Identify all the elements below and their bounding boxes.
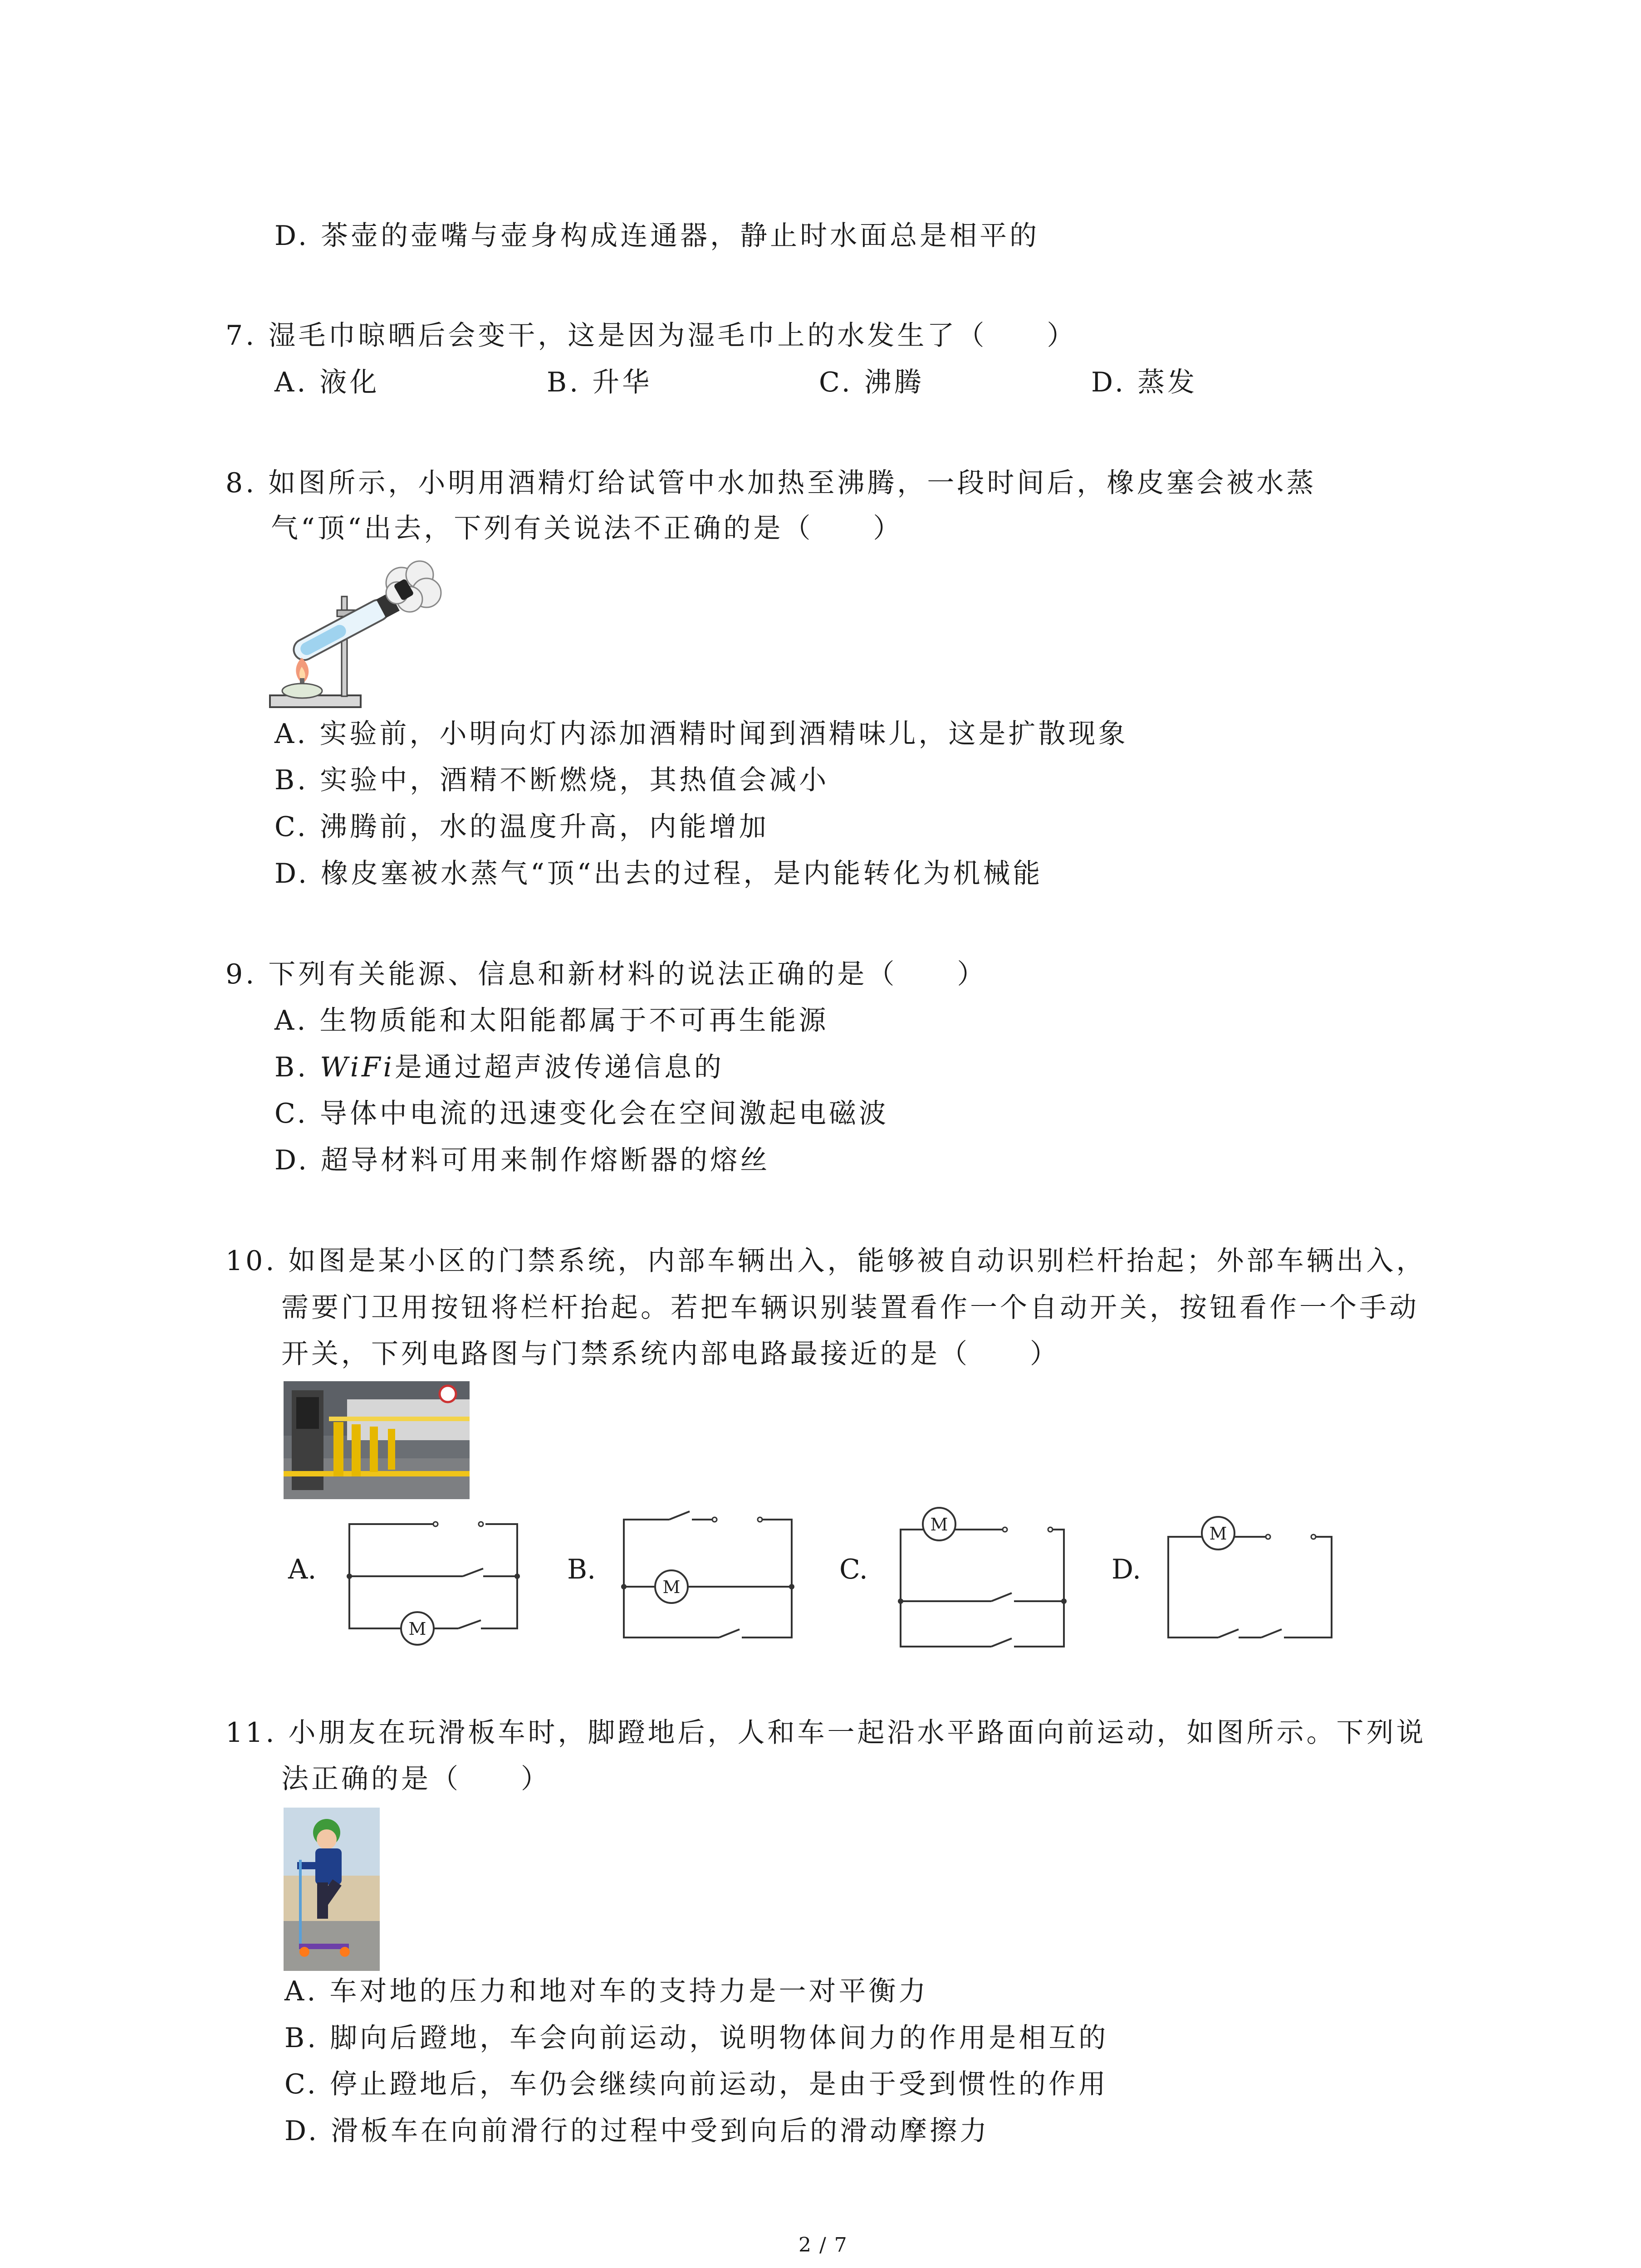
- q9-option-b-prefix: B.: [274, 1051, 320, 1083]
- q7-option-a: A. 液化: [274, 367, 380, 398]
- q9-stem: 9. 下列有关能源、信息和新材料的说法正确的是（ ）: [225, 958, 987, 990]
- q9-option-d: D. 超导材料可用来制作熔断器的熔丝: [274, 1144, 770, 1176]
- circuit-a-motor-label: M: [408, 1619, 426, 1639]
- circuit-diagram-d: [1164, 1515, 1345, 1651]
- q10-stem-line2: 需要门卫用按钮将栏杆抬起。若把车辆识别装置看作一个自动开关，按钮看作一个手动: [281, 1292, 1419, 1324]
- q10-option-c-label: C.: [839, 1554, 868, 1585]
- circuit-diagram-a: [345, 1515, 526, 1651]
- q7-stem: 7. 湿毛巾晾晒后会变干，这是因为湿毛巾上的水发生了（ ）: [225, 320, 1077, 352]
- circuit-d-motor-label: M: [1209, 1524, 1227, 1544]
- circuit-diagram-c: [896, 1506, 1078, 1656]
- q8-option-b: B. 实验中，酒精不断燃烧，其热值会减小: [274, 764, 829, 796]
- q8-stem-line2: 气“顶“出去，下列有关说法不正确的是（ ）: [271, 513, 903, 544]
- circuit-diagram-b: [619, 1510, 801, 1647]
- q8-option-d: D. 橡皮塞被水蒸气“顶“出去的过程，是内能转化为机械能: [274, 858, 1043, 890]
- page-number: 2 / 7: [798, 2234, 848, 2257]
- q10-stem-line1: 10. 如图是某小区的门禁系统，内部车辆出入，能够被自动识别栏杆抬起；外部车辆出入，: [225, 1245, 1426, 1277]
- q7-option-d: D. 蒸发: [1091, 367, 1198, 398]
- q7-option-c: C. 沸腾: [819, 367, 924, 398]
- circuit-c-motor-label: M: [930, 1515, 948, 1535]
- q8-option-c: C. 沸腾前，水的温度升高，内能增加: [274, 811, 769, 843]
- q10-option-b-label: B.: [567, 1554, 596, 1585]
- circuit-b-motor-label: M: [662, 1577, 681, 1597]
- q11-option-d: D. 滑板车在向前滑行的过程中受到向后的滑动摩擦力: [284, 2115, 990, 2147]
- q9-option-a: A. 生物质能和太阳能都属于不可再生能源: [274, 1005, 829, 1036]
- q11-option-a: A. 车对地的压力和地对车的支持力是一对平衡力: [284, 1975, 929, 2007]
- q10-option-a-label: A.: [288, 1554, 317, 1585]
- q11-option-b: B. 脚向后蹬地，车会向前运动，说明物体间力的作用是相互的: [284, 2022, 1109, 2054]
- q11-stem-line1: 11. 小朋友在玩滑板车时，脚蹬地后，人和车一起沿水平路面向前运动，如图所示。下列说: [225, 1717, 1426, 1749]
- q7-option-b: B. 升华: [547, 367, 652, 398]
- q9-option-c: C. 导体中电流的迅速变化会在空间激起电磁波: [274, 1098, 889, 1129]
- q9-option-b: [274, 1049, 724, 1085]
- q9-option-b-wifi: WiFi: [320, 1051, 395, 1083]
- q10-option-d-label: D.: [1112, 1554, 1141, 1585]
- q10-stem-line3: 开关，下列电路图与门禁系统内部电路最接近的是（ ）: [281, 1338, 1060, 1370]
- q11-option-c: C. 停止蹬地后，车仍会继续向前运动，是由于受到惯性的作用: [284, 2068, 1108, 2100]
- q9-option-b-rest: 是通过超声波传递信息的: [394, 1051, 724, 1083]
- q6-option-d: D. 茶壶的壶嘴与壶身构成连通器，静止时水面总是相平的: [274, 220, 1040, 252]
- q8-stem-line1: 8. 如图所示，小明用酒精灯给试管中水加热至沸腾，一段时间后，橡皮塞会被水蒸: [225, 467, 1317, 499]
- q8-option-a: A. 实验前，小明向灯内添加酒精时闻到酒精味儿，这是扩散现象: [274, 718, 1128, 750]
- alcohol-lamp-test-tube-figure: [265, 556, 451, 712]
- gate-system-photo: [284, 1381, 470, 1499]
- scooter-child-photo: [284, 1808, 380, 1971]
- q11-stem-line2: 法正确的是（ ）: [281, 1763, 551, 1795]
